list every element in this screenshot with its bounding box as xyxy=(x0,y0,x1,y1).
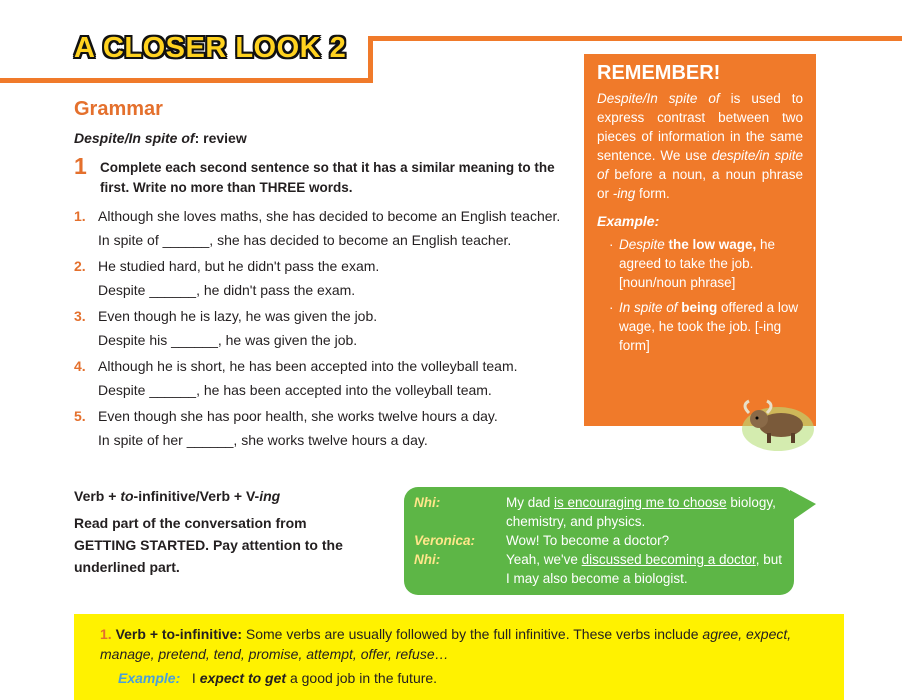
section-heading: Grammar xyxy=(74,98,163,120)
remember-title: REMEMBER! xyxy=(597,62,721,84)
answer-blank-line[interactable]: Despite ______, he didn't pass the exam. xyxy=(98,282,356,298)
answer-blank-line[interactable]: In spite of her ______, she works twelve hours a day. xyxy=(98,432,428,448)
remember-example-label: Example: xyxy=(597,213,660,229)
conversation-line: Nhi: My dad is encouraging me to choose biology, chemistry, and physics. xyxy=(414,495,776,529)
bubble-tail xyxy=(790,490,816,522)
speaker-name: Nhi: xyxy=(414,552,441,567)
verb-section-instruction: Read part of the conversation from GETTING STARTED. Pay attention to the underlined part. xyxy=(74,515,343,575)
answer-blank-line[interactable]: In spite of ______, she has decided to become an English teacher. xyxy=(98,232,512,248)
grammar-subheading: Despite/In spite of: review xyxy=(74,130,247,146)
speaker-name: Veronica: xyxy=(414,533,476,548)
remember-box xyxy=(584,54,816,426)
page-title: A CLOSER LOOK 2 xyxy=(74,32,347,64)
task-1-instruction: 1 Complete each second sentence so that it has a similar meaning to the first. Write no more than THREE words. xyxy=(74,153,555,195)
rule-1: 1. Verb + to-infinitive: Some verbs are usually followed by the full infinitive. These verbs include agree, expect, manage, pretend, tend, promise, attempt, offer, refuse… xyxy=(100,626,792,662)
remember-explanation: Despite/In spite of is used to express contrast between two pieces of information in the same sentence. We use despite/in spite of before a noun, a noun phrase or -ing form. xyxy=(597,91,803,201)
conversation-bubble xyxy=(404,487,794,595)
exercise-item: 4. Although he is short, he has been accepted into the volleyball team. Despite ______, he has been accepted into the volleyball team. xyxy=(74,356,584,401)
conversation-line: Veronica: Wow! To become a doctor? xyxy=(414,533,670,548)
rule-1-example: Example: I expect to get a good job in the future. xyxy=(118,670,438,686)
exercise-item: 1. Although she loves maths, she has decided to become an English teacher. In spite of ______, she has decided to become an English teacher. xyxy=(74,206,584,251)
buffalo-icon xyxy=(735,393,821,453)
speaker-name: Nhi: xyxy=(414,495,441,510)
answer-blank-line[interactable]: Despite his ______, he was given the job. xyxy=(98,332,358,348)
exercise-item: 5. Even though she has poor health, she works twelve hours a day. In spite of her ______, she works twelve hours a day. xyxy=(74,406,584,451)
header-rule-left xyxy=(0,78,372,83)
header-rule-step xyxy=(368,36,373,83)
remember-example-1: · Despite the low wage, he agreed to take the job. [noun/noun phrase] xyxy=(609,237,776,290)
grammar-rule-box xyxy=(74,614,844,700)
answer-blank-line[interactable]: Despite ______, he has been accepted into the volleyball team. xyxy=(98,382,492,398)
exercise-item: 2. He studied hard, but he didn't pass the exam. Despite ______, he didn't pass the exam. xyxy=(74,256,584,301)
header-rule-right xyxy=(372,36,902,41)
exercise-item: 3. Even though he is lazy, he was given the job. Despite his ______, he was given the job. xyxy=(74,306,584,351)
remember-example-2: · In spite of being offered a low wage, he took the job. [-ing form] xyxy=(609,300,799,353)
verb-section-heading: Verb + to-infinitive/Verb + V-ing xyxy=(74,488,281,504)
conversation-line: Nhi: Yeah, we've discussed becoming a doctor, but I may also become a biologist. xyxy=(414,552,783,586)
exercise-items xyxy=(74,206,584,456)
task-number: 1 xyxy=(74,153,87,179)
